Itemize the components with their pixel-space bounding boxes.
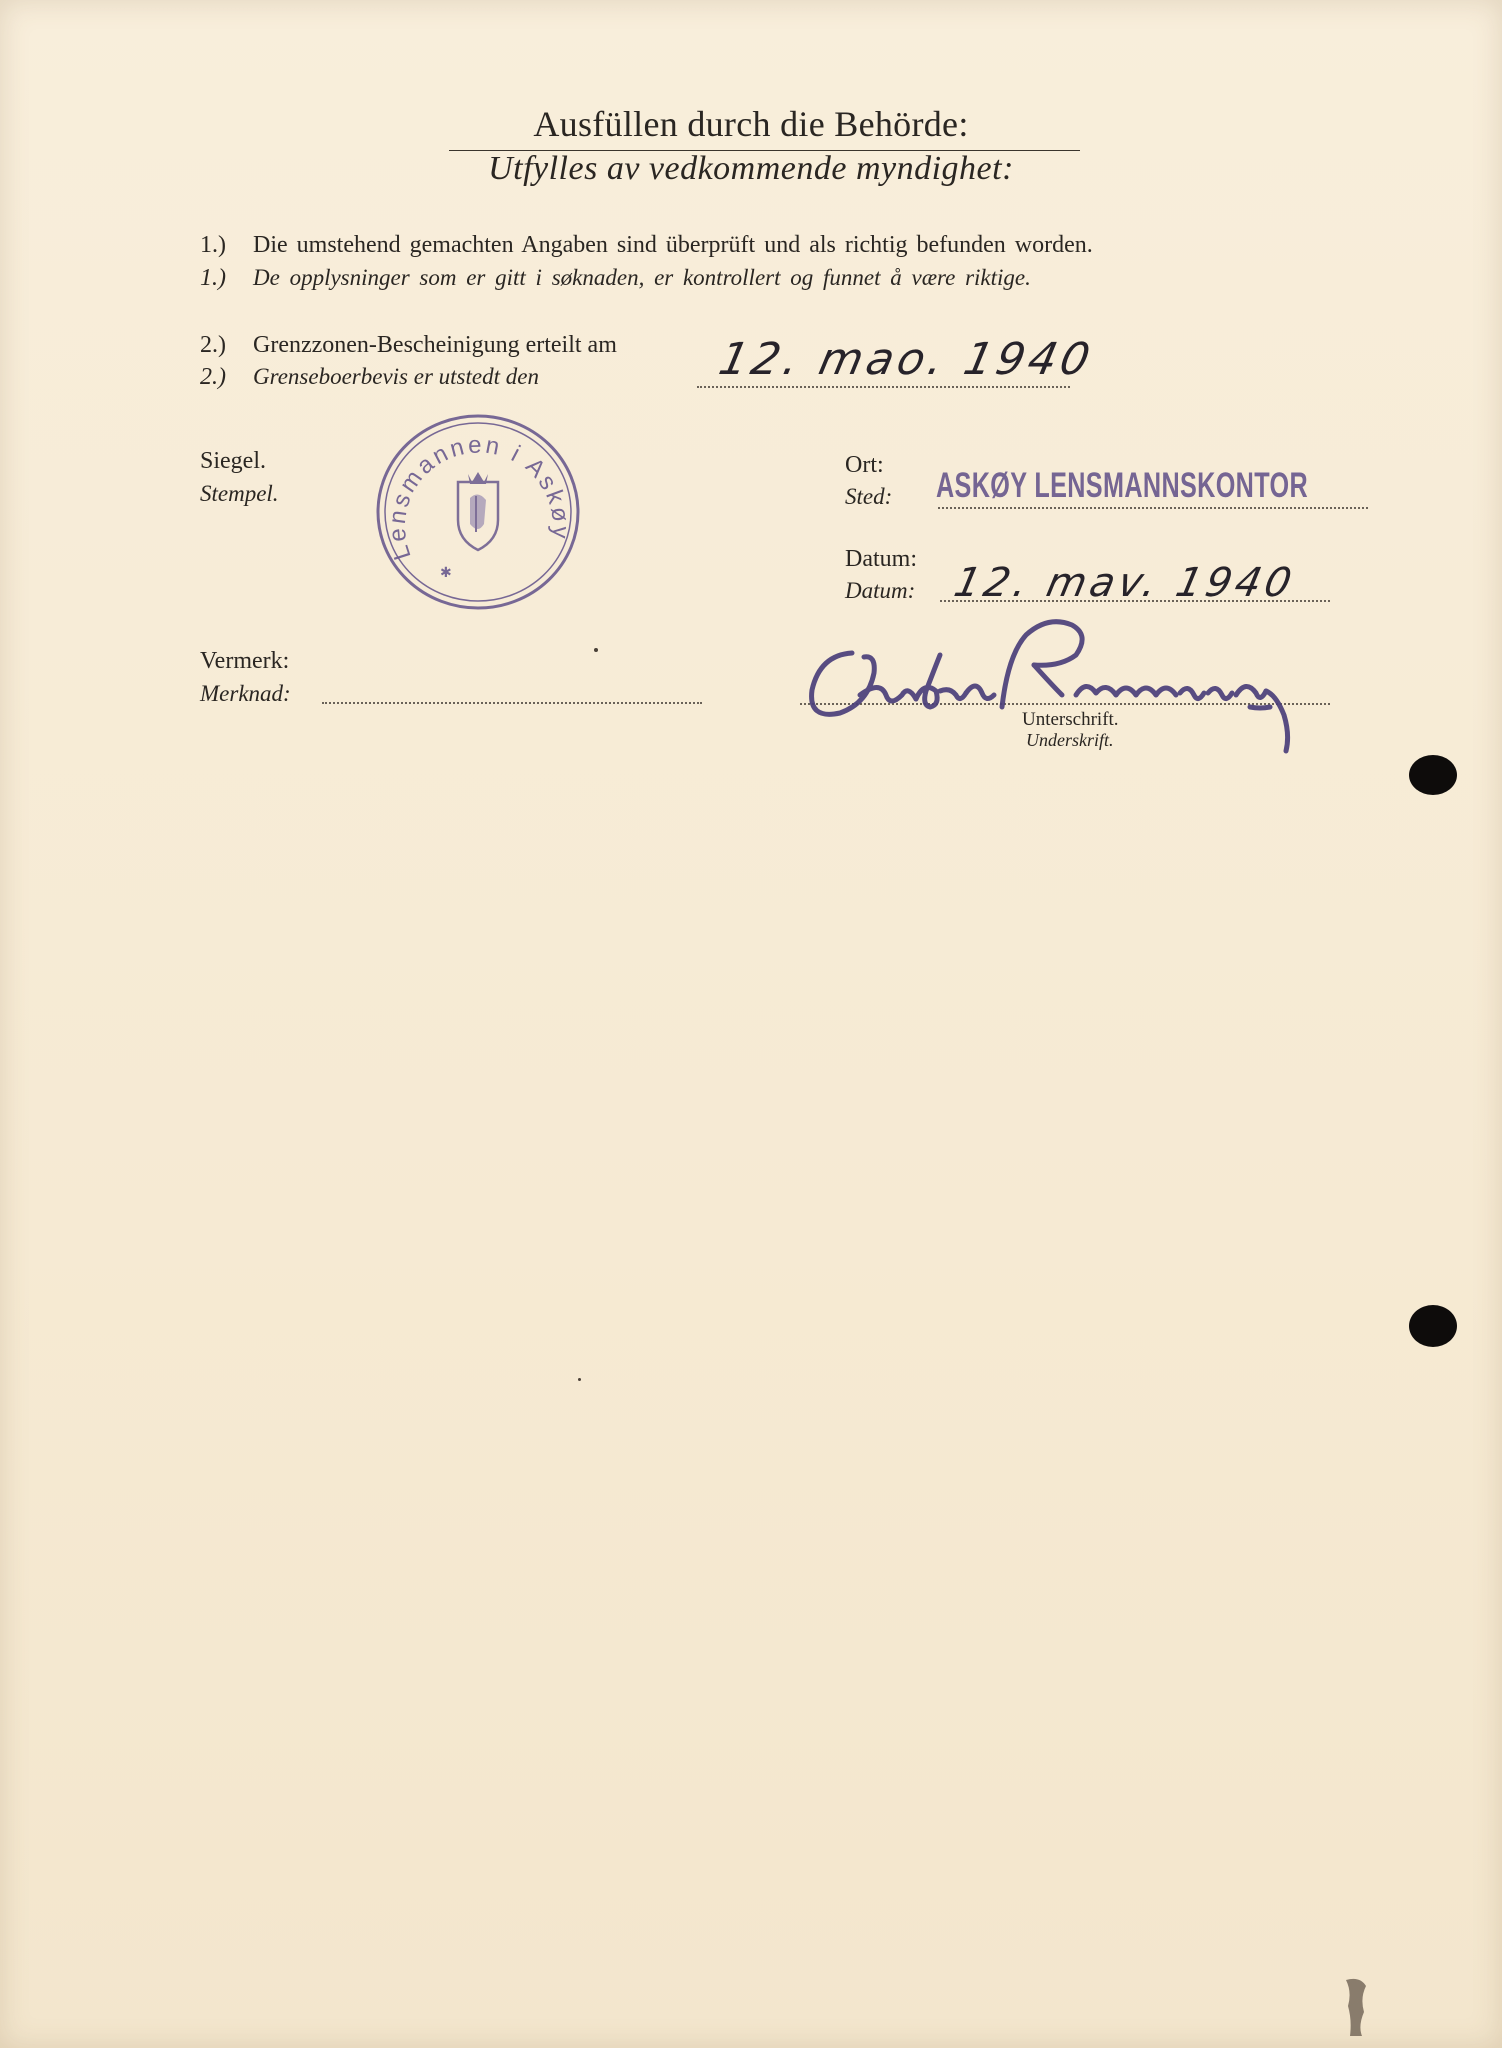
item1-text-no: De opplysninger som er gitt i søknaden, er kontrollert og funnet å være riktige. — [253, 265, 1031, 290]
item2-text-no: Grenseboerbevis er utstedt den — [253, 364, 539, 389]
item2-text-de: Grenzzonen-Bescheinigung erteilt am — [253, 332, 617, 358]
remark-label-no: Merknad: — [200, 681, 291, 706]
punch-hole-top — [1409, 755, 1457, 795]
title-norwegian: Utfylles av vedkommende myndighet: — [488, 150, 1014, 187]
item2-number-no: 2.) — [200, 364, 226, 390]
item1-number-no: 1.) — [200, 265, 226, 291]
date-label-de: Datum: — [845, 546, 917, 572]
lensmann-seal-stamp — [372, 412, 584, 612]
item1-text-de: Die umstehend gemachten Angaben sind überprüft und als richtig befunden worden. — [253, 232, 1093, 258]
seal-star: ✱ — [440, 565, 452, 581]
signature-label-no: Underskrift. — [1026, 730, 1114, 750]
issue-date-field-line — [697, 386, 1070, 388]
place-label-de: Ort: — [845, 452, 884, 478]
seal-label-de: Siegel. — [200, 448, 266, 474]
paper-speck — [594, 648, 598, 652]
remark-label-de: Vermerk: — [200, 648, 290, 674]
seal-label-no: Stempel. — [200, 481, 279, 506]
coat-of-arms-icon — [458, 472, 498, 550]
place-label-no: Sted: — [845, 484, 893, 509]
item2-number-de: 2.) — [200, 332, 226, 358]
item1-number-de: 1.) — [200, 232, 226, 258]
issue-date-handwritten: 12. mao. 1940 — [714, 334, 1099, 385]
paper-tear-mark — [1336, 1976, 1376, 2038]
place-office-stamp: ASKØY LENSMANNSKONTOR — [936, 466, 1309, 505]
signature-label-de: Unterschrift. — [1022, 709, 1119, 730]
date-label-no: Datum: — [845, 578, 916, 603]
place-field-line — [938, 507, 1368, 509]
date-handwritten: 12. mav. 1940 — [950, 560, 1300, 606]
paper-speck — [578, 1378, 581, 1381]
punch-hole-bottom — [1409, 1305, 1457, 1347]
seal-ring-text: Lensmannen i Askøy — [383, 431, 575, 564]
title-german: Ausfüllen durch die Behörde: — [533, 104, 969, 144]
remark-field-line — [322, 702, 702, 704]
